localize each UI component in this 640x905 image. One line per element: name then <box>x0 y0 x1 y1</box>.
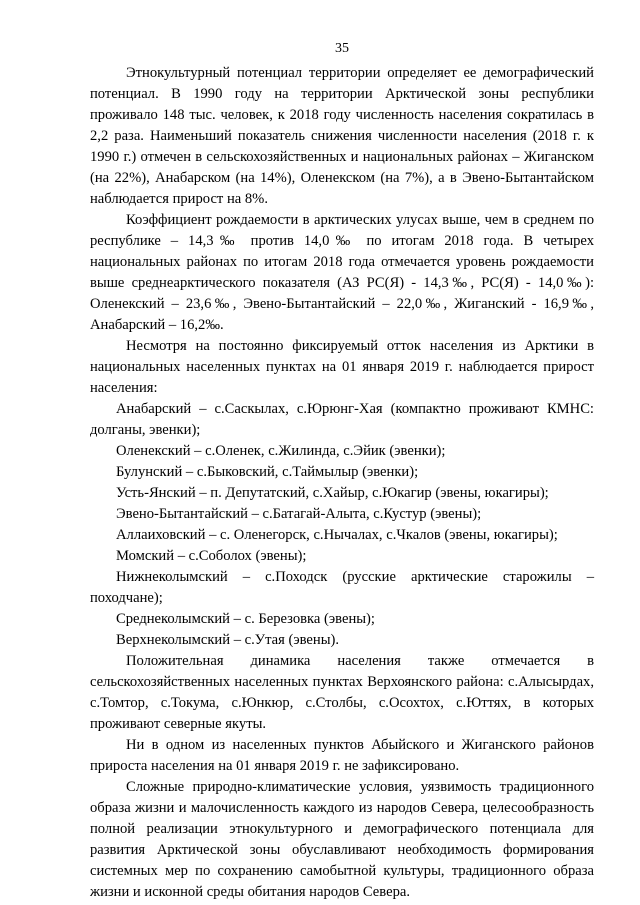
paragraph-ethnocultural-potential: Этнокультурный потенциал территории определяет ее демографический потенциал. В 1990 году на территории Арктической зоны республики проживало 148 тыс. человек, к 2018 году численность населения сократилась в 2,2 раза. Наименьший показатель снижения численности населения (2018 г. к 1990 г.) отмечен в сельскохозяйственных и национальных районах – Жиганском (на 22%), Анабарском (на 14%), Оленекском (на 7%), а в Эвено-Бытантайском наблюдается прирост на 8%. <box>90 65 594 207</box>
district-item-bulun: Булунский – с.Быковский, с.Таймылыр (эвенки); <box>116 464 419 480</box>
paragraph-verkhoyansk-dynamics: Положительная динамика населения также отмечается в сельскохозяйственных населенных пунктах Верхоянского района: с.Алысырдах, с.Томтор, с.Токума, с.Юнкюр, с.Столбы, с.Осохтох, с.Юттях, в которых проживают северные якуты. <box>90 653 594 732</box>
district-item-allaikha: Аллаиховский – с. Оленегорск, с.Нычалах, с.Чкалов (эвены, юкагиры); <box>116 527 558 543</box>
district-item-moma: Момский – с.Соболох (эвены); <box>116 548 307 564</box>
district-item-ust-yana: Усть-Янский – п. Депутатский, с.Хайыр, с.Юкагир (эвены, юкагиры); <box>116 485 549 501</box>
district-item-anabar: Анабарский – с.Саскылах, с.Юрюнг-Хая (компактно проживают КМНС: долганы, эвенки); <box>90 401 594 438</box>
paragraph-birth-rate: Коэффициент рождаемости в арктических улусах выше, чем в среднем по республике – 14,3‰ против 14,0‰ по итогам 2018 года. В четырех национальных районах по итогам 2018 года отмечается уровень рождаемости выше среднеарктического показателя (АЗ РС(Я) - 14,3‰, РС(Я) - 14,0‰): Оленекский – 23,6‰, Эвено-Бытантайский – 22,0‰, Жиганский - 16,9‰, Анабарский – 16,2‰. <box>90 212 594 333</box>
district-item-eveno-bytantay: Эвено-Бытантайский – с.Батагай-Алыта, с.Кустур (эвены); <box>116 506 482 522</box>
paragraph-population-growth-intro: Несмотря на постоянно фиксируемый отток населения из Арктики в национальных населенных пунктах на 01 января 2019 г. наблюдается прирост населения: <box>90 338 594 396</box>
district-item-nizhnekolymsk: Нижнеколымский – с.Походск (русские арктические старожилы – походчане); <box>90 569 594 606</box>
page-number: 35 <box>335 41 349 56</box>
paragraph-no-growth: Ни в одном из населенных пунктов Абыйского и Жиганского районов прироста населения на 01 января 2019 г. не зафиксировано. <box>90 737 594 774</box>
district-item-srednekolymsk: Среднеколымский – с. Березовка (эвены); <box>116 611 375 627</box>
paragraph-conclusion: Сложные природно-климатические условия, уязвимость традиционного образа жизни и малочисленность каждого из народов Севера, целесообразность полной реализации этнокультурного и демографического потенциала для развития Арктической зоны обуславливают необходимость формирования системных мер по сохранению самобытной культуры, традиционного образа жизни и исконной среды обитания народов Севера. <box>90 779 594 900</box>
district-list <box>90 399 594 651</box>
district-item-olenek: Оленекский – с.Оленек, с.Жилинда, с.Эйик (эвенки); <box>116 443 446 459</box>
district-item-verkhnekolymsk: Верхнеколымский – с.Утая (эвены). <box>116 632 340 648</box>
